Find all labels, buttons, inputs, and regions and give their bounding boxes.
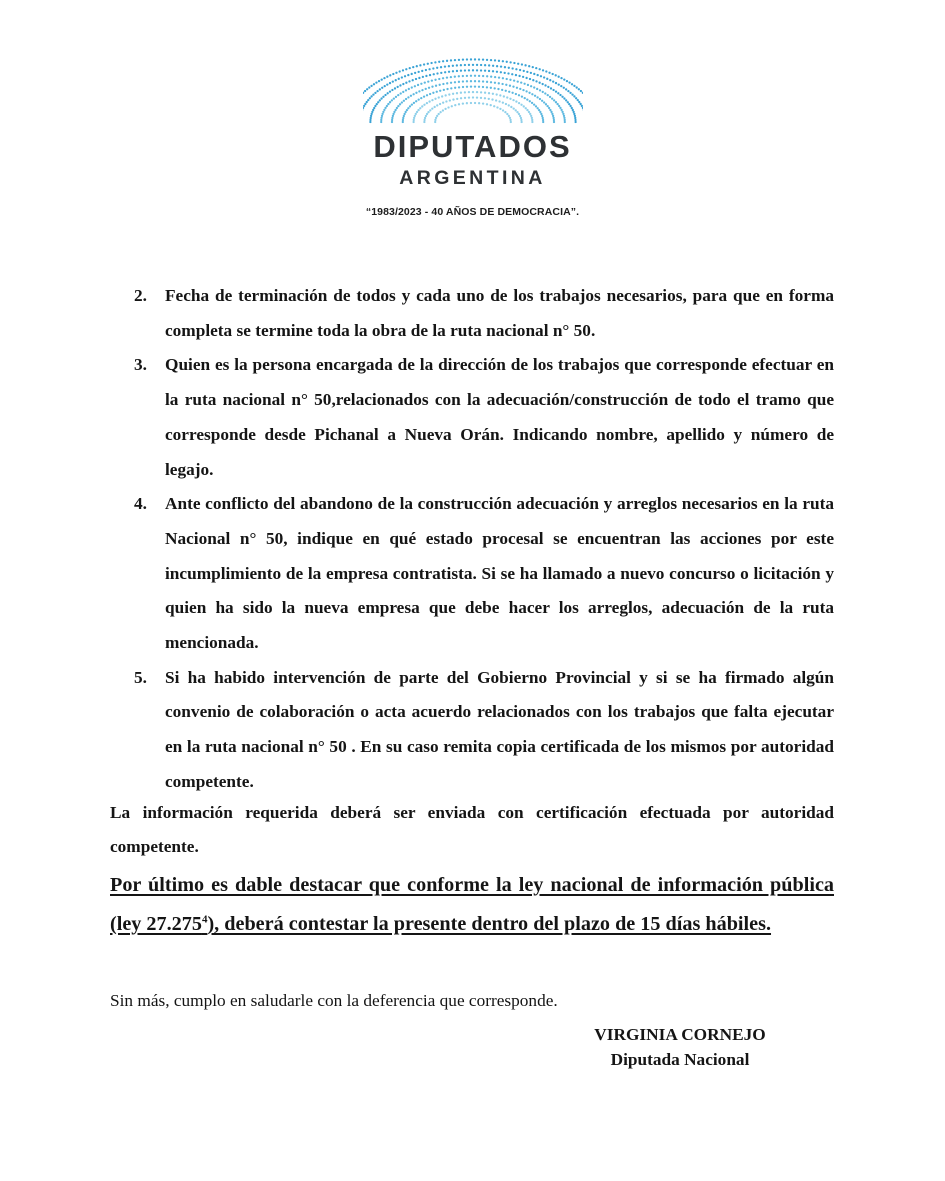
list-item [110, 661, 834, 800]
motto: “1983/2023 - 40 AÑOS DE DEMOCRACIA”. [365, 206, 580, 218]
footnote-reference: 4 [201, 913, 208, 926]
item-text: Ante conflicto del abandono de la construcción adecuación y arreglos necesarios en la ruta Nacional n° 50, indique en qué estado procesal se encuentran las acciones por este incumplimiento de la empresa contratista. Si se ha llamado a nuevo concurso o licitación y quien ha sido la nueva empresa que debe hacer los arreglos, adecuación de la ruta mencionada. [165, 494, 834, 653]
signatory-name: VIRGINIA CORNEJO [594, 1025, 766, 1044]
requirement-paragraph: La información requerida deberá ser enviada con certificación efectuada por autoridad competente. [110, 803, 834, 856]
final-notice-paragraph [110, 866, 834, 944]
final-notice-text-end: ), deberá contestar la presente dentro del plazo de 15 días hábiles. [207, 913, 772, 935]
logo-subtitle: ARGENTINA [399, 167, 546, 189]
item-number: 5. [134, 667, 147, 687]
list-item [110, 279, 834, 348]
item-text: Si ha habido intervención de parte del Gobierno Provincial y si se ha firmado algún convenio de colaboración o acta acuerdo relacionados con los trabajos que falta ejecutar en la ruta nacional n° 50 . En su caso remita copia certificada de los mismos por autoridad competente. [165, 667, 834, 791]
list-item [110, 487, 834, 661]
signature-block [540, 1022, 820, 1072]
chamber-seats-logo-icon [363, 52, 583, 124]
list-item [110, 348, 834, 487]
logo-title: DIPUTADOS [373, 129, 572, 164]
item-text: Fecha de terminación de todos y cada uno de los trabajos necesarios, para que en forma completa se termine toda la obra de la ruta nacional n° 50. [165, 286, 834, 340]
request-list [110, 279, 834, 800]
item-text: Quien es la persona encargada de la dirección de los trabajos que corresponde efectuar en la ruta nacional n° 50,relacionados con la adecuación/construcción de todo el tramo que corresponde desde Pichanal a Nueva Orán. Indicando nombre, apellido y número de legajo. [165, 355, 834, 479]
item-number: 3. [134, 355, 147, 375]
final-notice-text: Por último es dable destacar que conforme la ley nacional de información pública (ley 27.275 [110, 874, 834, 935]
signatory-role: Diputada Nacional [610, 1050, 750, 1069]
letterhead [0, 52, 945, 218]
item-number: 4. [134, 494, 147, 514]
closing-line: Sin más, cumplo en saludarle con la deferencia que corresponde. [110, 991, 558, 1010]
item-number: 2. [134, 286, 147, 305]
